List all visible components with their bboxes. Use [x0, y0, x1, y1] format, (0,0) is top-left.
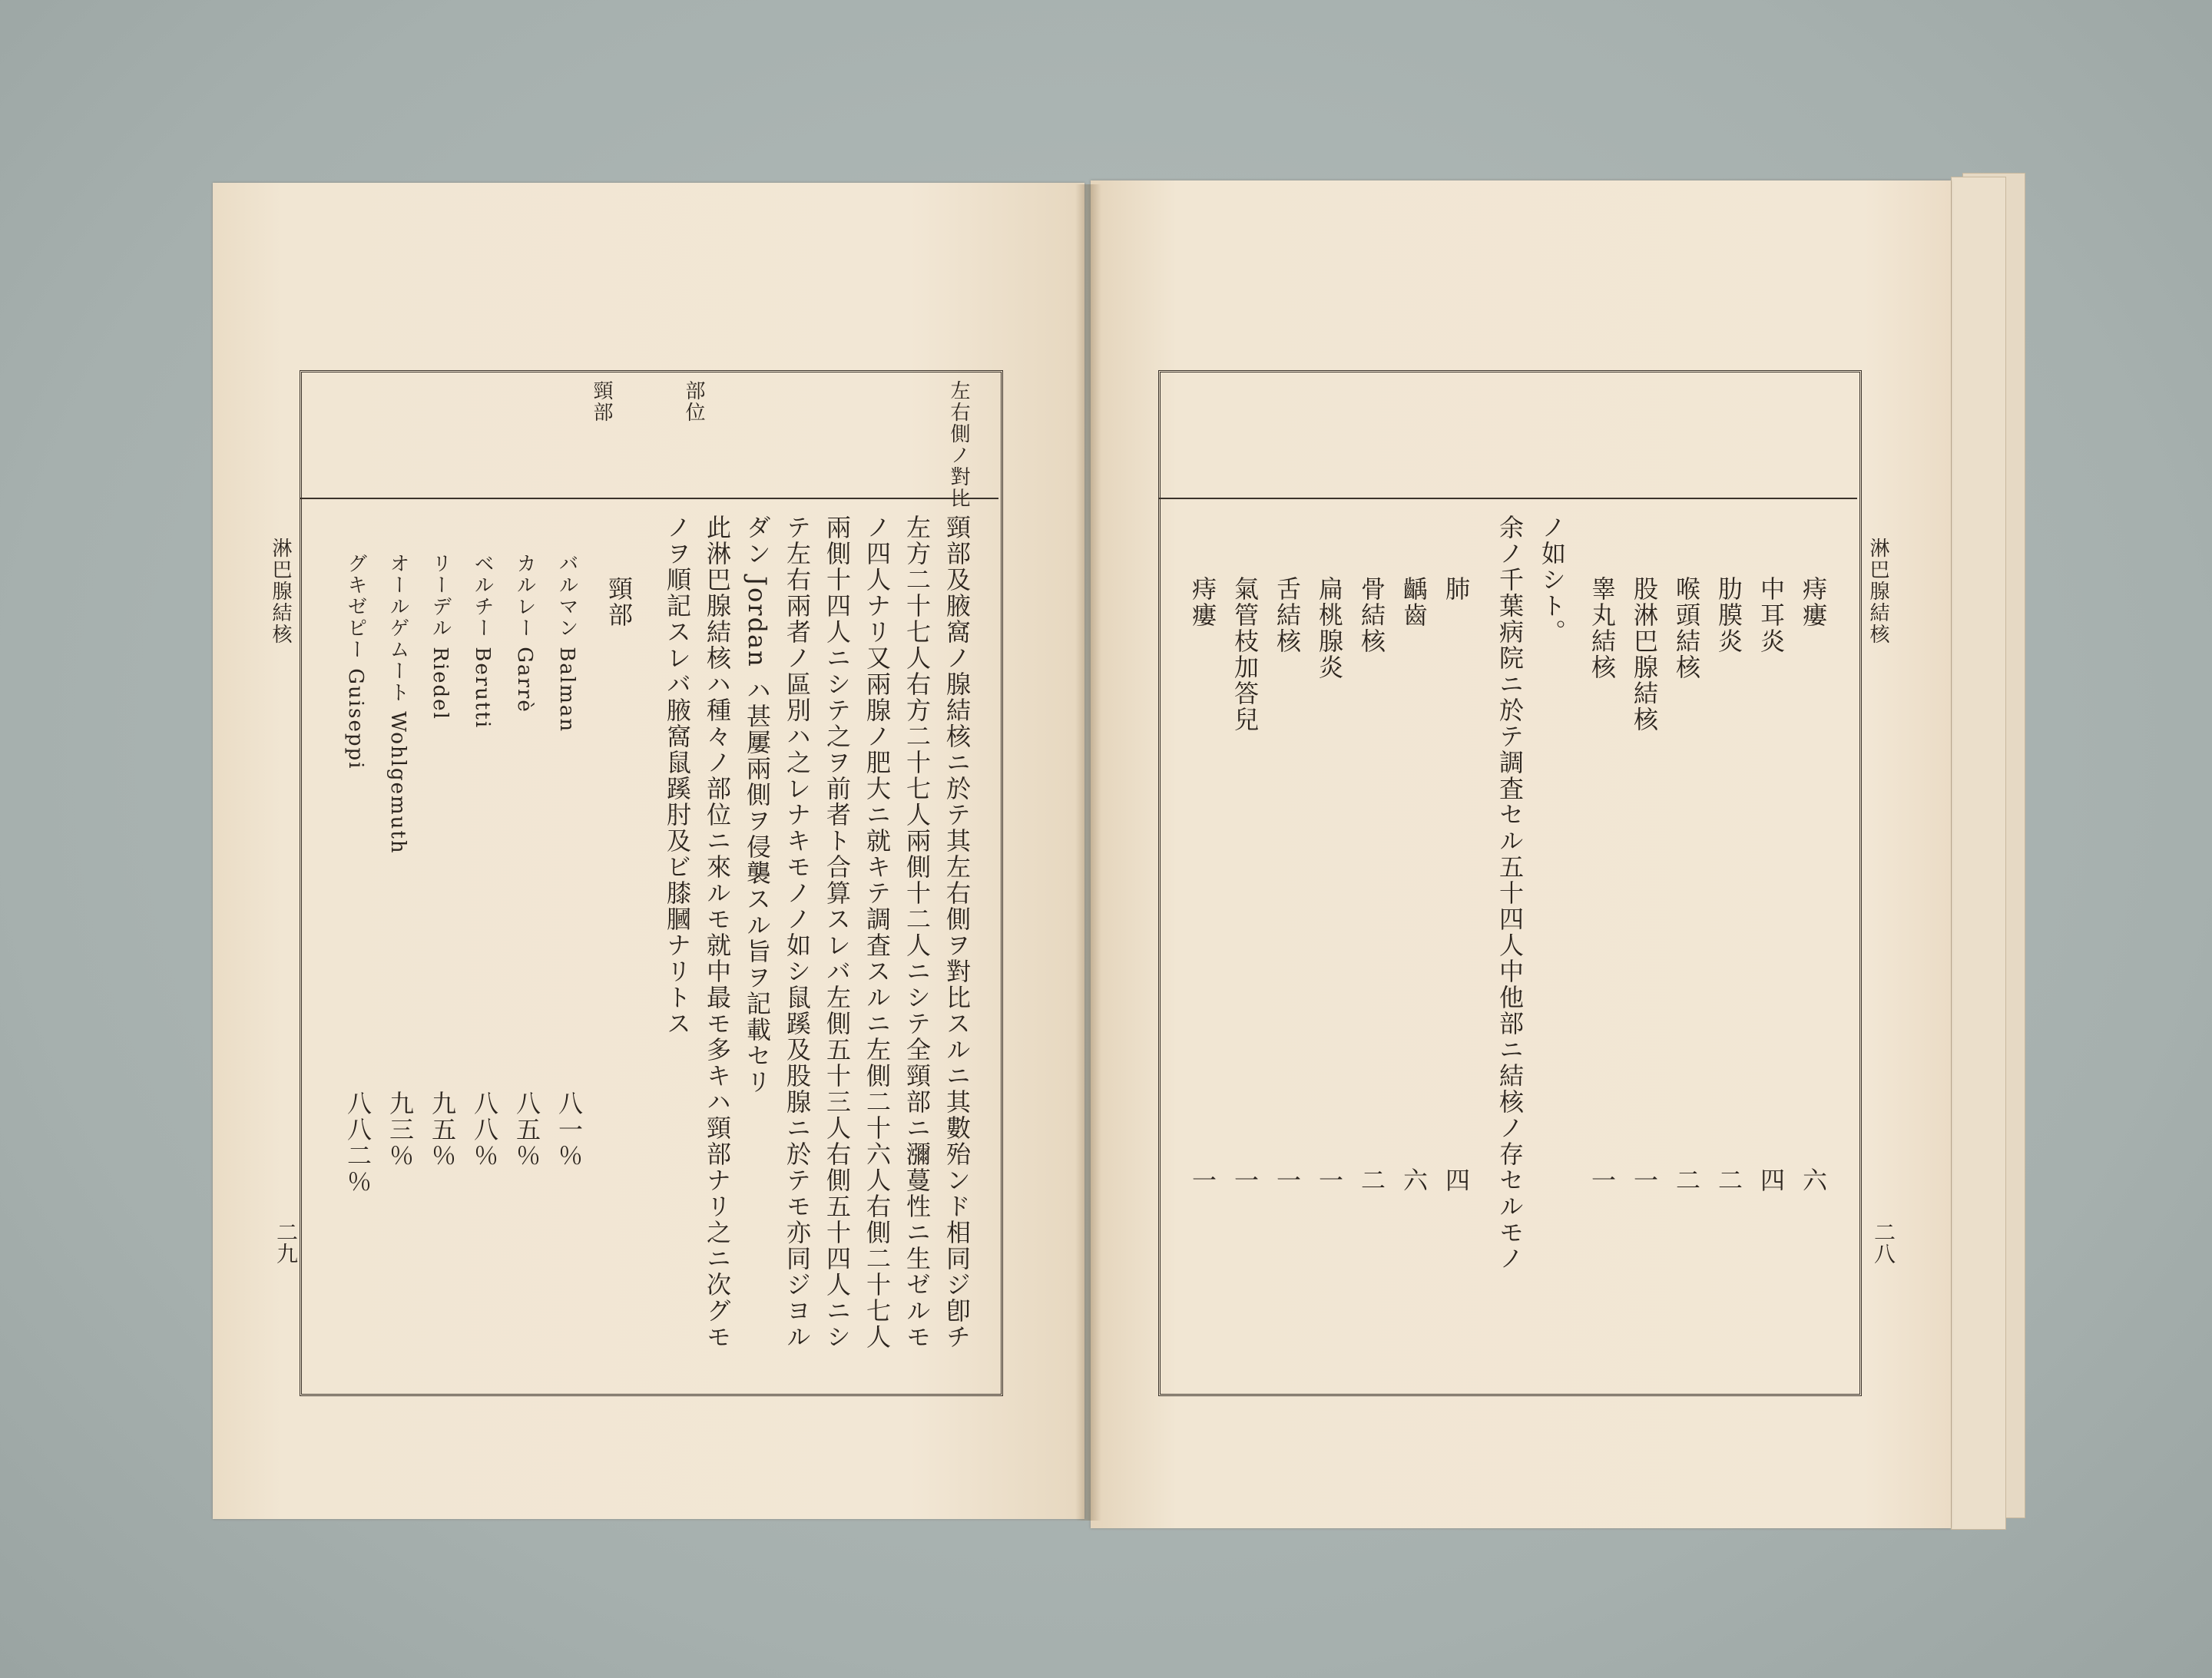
left-header-rule: [300, 498, 998, 499]
table-row-value: 八八二％: [343, 1091, 373, 1195]
list-b-item: 肺: [1442, 576, 1471, 602]
body-line-2: 左方二十七人右方二十七人兩側十二人ニシテ全頸部ニ瀰蔓性ニ生ゼルモ: [902, 515, 932, 1350]
table-row-value: 九三％: [386, 1091, 415, 1169]
table-row-name: ベルチー Berutti: [471, 553, 494, 730]
body-line-8: ノヲ順記スレバ腋窩鼠蹊肘及ビ膝膕ナリトス: [663, 515, 692, 1037]
table-row-name: グキゼピー Guiseppi: [344, 553, 367, 770]
para-line-2: 余ノ千葉病院ニ於テ調査セル五十四人中他部ニ結核ノ存セルモノ: [1495, 515, 1525, 1272]
running-title: 淋巴腺結核: [269, 538, 292, 645]
table-row-value: 九五％: [428, 1091, 457, 1169]
list-b-count: 一: [1188, 1167, 1217, 1193]
list-b-item: 齲齒: [1399, 576, 1429, 628]
para-line-1: ノ如シト。: [1538, 515, 1567, 645]
body-line-3: ノ四人ナリ又兩腺ノ肥大ニ就キテ調査スルニ左側二十六人右側二十七人: [863, 515, 892, 1350]
list-a-count: 一: [1630, 1167, 1659, 1193]
header-label-site: 部位: [682, 380, 705, 423]
list-b-count: 一: [1273, 1167, 1302, 1193]
body-line-4: 兩側十四人ニシテ之ヲ前者ト合算スレバ左側五十三人右側五十四人ニシ: [823, 515, 852, 1350]
list-a-item: 痔瘻: [1799, 576, 1828, 628]
left-text-frame: [300, 370, 1003, 1396]
list-a-count: 六: [1799, 1167, 1828, 1193]
list-b-item: 骨結核: [1357, 576, 1386, 654]
right-header-rule: [1158, 498, 1857, 499]
header-label-contrast: 左右側ノ對比: [947, 380, 970, 509]
page-stack-edge: [1951, 177, 2006, 1530]
table-row-value: 八五％: [512, 1091, 541, 1169]
list-b-count: 一: [1230, 1167, 1260, 1193]
list-a-item: 肋膜炎: [1714, 576, 1743, 654]
header-label-neck: 頸部: [590, 380, 613, 423]
book-gutter: [1075, 184, 1101, 1521]
list-b-item: 扁桃腺炎: [1315, 576, 1344, 680]
list-b-item: 舌結核: [1273, 576, 1302, 654]
table-row-name: リーデル Riedel: [429, 553, 452, 720]
table-row-name: バルマン Balman: [555, 553, 578, 733]
list-a-item: 股淋巴腺結核: [1630, 576, 1659, 733]
table-row-value: 八八％: [470, 1091, 499, 1169]
list-b-item: 痔瘻: [1188, 576, 1217, 628]
table-row-value: 八一％: [555, 1091, 584, 1169]
list-a-count: 四: [1757, 1167, 1786, 1193]
body-line-5: テ左右兩者ノ區別ハ之レナキモノノ如シ鼠蹊及股腺ニ於テモ亦同ジヨル: [783, 515, 812, 1350]
list-a-item: 中耳炎: [1757, 576, 1786, 654]
list-a-count: 二: [1672, 1167, 1701, 1193]
list-b-count: 四: [1442, 1167, 1471, 1193]
body-line-6: ダン Jordan ハ甚屢兩側ヲ侵襲スル旨ヲ記載セリ: [743, 515, 772, 1095]
body-line-1: 頸部及腋窩ノ腺結核ニ於テ其左右側ヲ對比スルニ其數殆ンド相同ジ卽チ: [942, 515, 972, 1350]
list-b-count: 六: [1399, 1167, 1429, 1193]
page-number: 二九: [273, 1221, 299, 1264]
page-number: 二八: [1871, 1221, 1896, 1264]
list-a-item: 睾丸結核: [1588, 576, 1617, 680]
list-b-count: 一: [1315, 1167, 1344, 1193]
subheading-neck: 頸部: [604, 576, 634, 628]
list-b-count: 二: [1357, 1167, 1386, 1193]
running-title: 淋巴腺結核: [1866, 538, 1889, 645]
list-a-count: 一: [1588, 1167, 1617, 1193]
list-b-item: 氣管枝加答兒: [1230, 576, 1260, 733]
body-line-7: 此淋巴腺結核ハ種々ノ部位ニ來ルモ就中最モ多キハ頸部ナリ之ニ次グモ: [703, 515, 732, 1350]
table-row-name: オールゲムート Wohlgemuth: [386, 553, 409, 855]
table-row-name: カルレー Garrè: [513, 553, 536, 713]
list-a-count: 二: [1714, 1167, 1743, 1193]
list-a-item: 喉頭結核: [1672, 576, 1701, 680]
